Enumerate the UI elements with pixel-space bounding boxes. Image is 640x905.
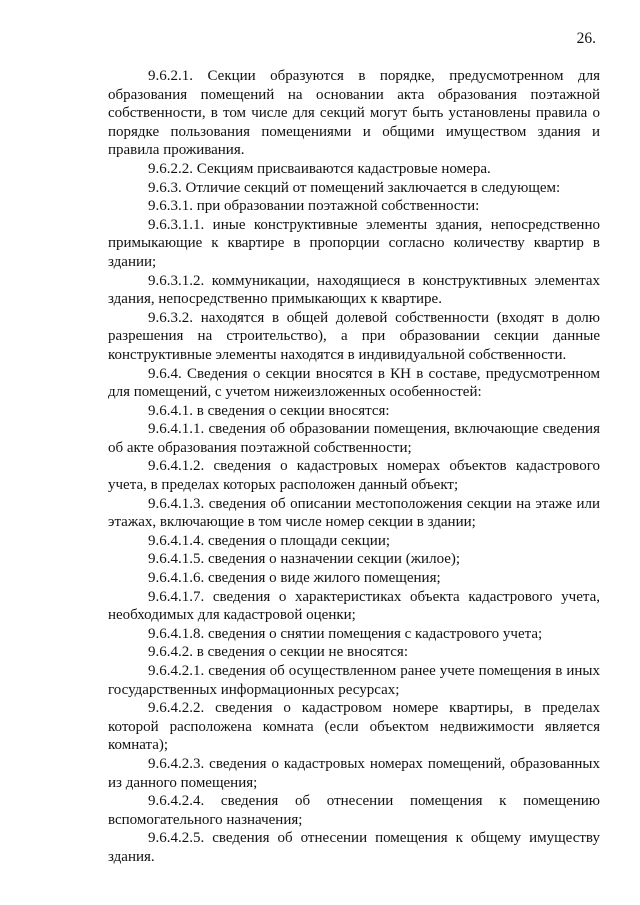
- paragraph: 9.6.4.2. в сведения о секции не вносятся:: [148, 644, 408, 661]
- paragraph: 9.6.4.2.5. сведения об отнесении помещения к общему имуществу здания.: [108, 830, 600, 865]
- paragraph: 9.6.3.1.1. иные конструктивные элементы здания, непосредственно примыкающие к квартире в пропорции согласно количеству квартир в здании;: [108, 216, 600, 270]
- document-body: [108, 67, 600, 867]
- paragraph: 9.6.3.2. находятся в общей долевой собственности (входят в долю разрешения на строительство), а при образовании секции данные конструктивные элементы находятся в индивидуальной собственности.: [108, 309, 600, 363]
- paragraph: 9.6.4.1.3. сведения об описании местоположения секции на этаже или этажах, включающие в том числе номер секции в здании;: [108, 495, 600, 531]
- paragraph: 9.6.4.1.1. сведения об образовании помещения, включающие сведения об акте образования поэтажной собственности;: [108, 421, 600, 456]
- paragraph: 9.6.3.1.2. коммуникации, находящиеся в конструктивных элементах здания, непосредственно примыкающих к квартире.: [108, 272, 600, 308]
- paragraph: 9.6.4.2.3. сведения о кадастровых номерах помещений, образованных из данного помещения;: [108, 755, 600, 791]
- paragraph: 9.6.4.1. в сведения о секции вносятся:: [148, 402, 390, 419]
- paragraph: 9.6.3. Отличие секций от помещений заключается в следующем:: [148, 179, 561, 196]
- page-number: 26.: [576, 30, 596, 47]
- paragraph: 9.6.4.1.5. сведения о назначении секции (жилое);: [148, 551, 461, 568]
- paragraph: 9.6.4.2.2. сведения о кадастровом номере квартиры, в пределах которой расположена комната (если объектом недвижимости является комната);: [108, 700, 600, 754]
- paragraph: 9.6.4. Сведения о секции вносятся в КН в составе, предусмотренном для помещений, с учетом нижеизложенных особенностей:: [108, 365, 600, 401]
- paragraph: 9.6.3.1. при образовании поэтажной собственности:: [148, 198, 480, 215]
- paragraph: 9.6.2.2. Секциям присваиваются кадастровые номера.: [148, 160, 491, 177]
- paragraph: 9.6.4.1.4. сведения о площади секции;: [148, 532, 391, 549]
- paragraph: 9.6.2.1. Секции образуются в порядке, предусмотренном для образования помещений на основании акта образования поэтажной собственности, в том числе для секций могут быть установлены правила о порядке пользования помещениями и общими имуществом здания и правила проживания.: [108, 68, 600, 159]
- paragraph: 9.6.4.1.6. сведения о виде жилого помещения;: [148, 570, 441, 587]
- paragraph: 9.6.4.2.1. сведения об осуществленном ранее учете помещения в иных государственных информационных ресурсах;: [108, 663, 600, 698]
- paragraph: 9.6.4.2.4. сведения об отнесении помещения к помещению вспомогательного назначения;: [108, 793, 600, 828]
- paragraph: 9.6.4.1.8. сведения о снятии помещения с кадастрового учета;: [148, 625, 543, 642]
- paragraph: 9.6.4.1.7. сведения о характеристиках объекта кадастрового учета, необходимых для кадастровой оценки;: [108, 588, 600, 624]
- paragraph: 9.6.4.1.2. сведения о кадастровых номерах объектов кадастрового учета, в пределах которых расположен данный объект;: [108, 458, 600, 494]
